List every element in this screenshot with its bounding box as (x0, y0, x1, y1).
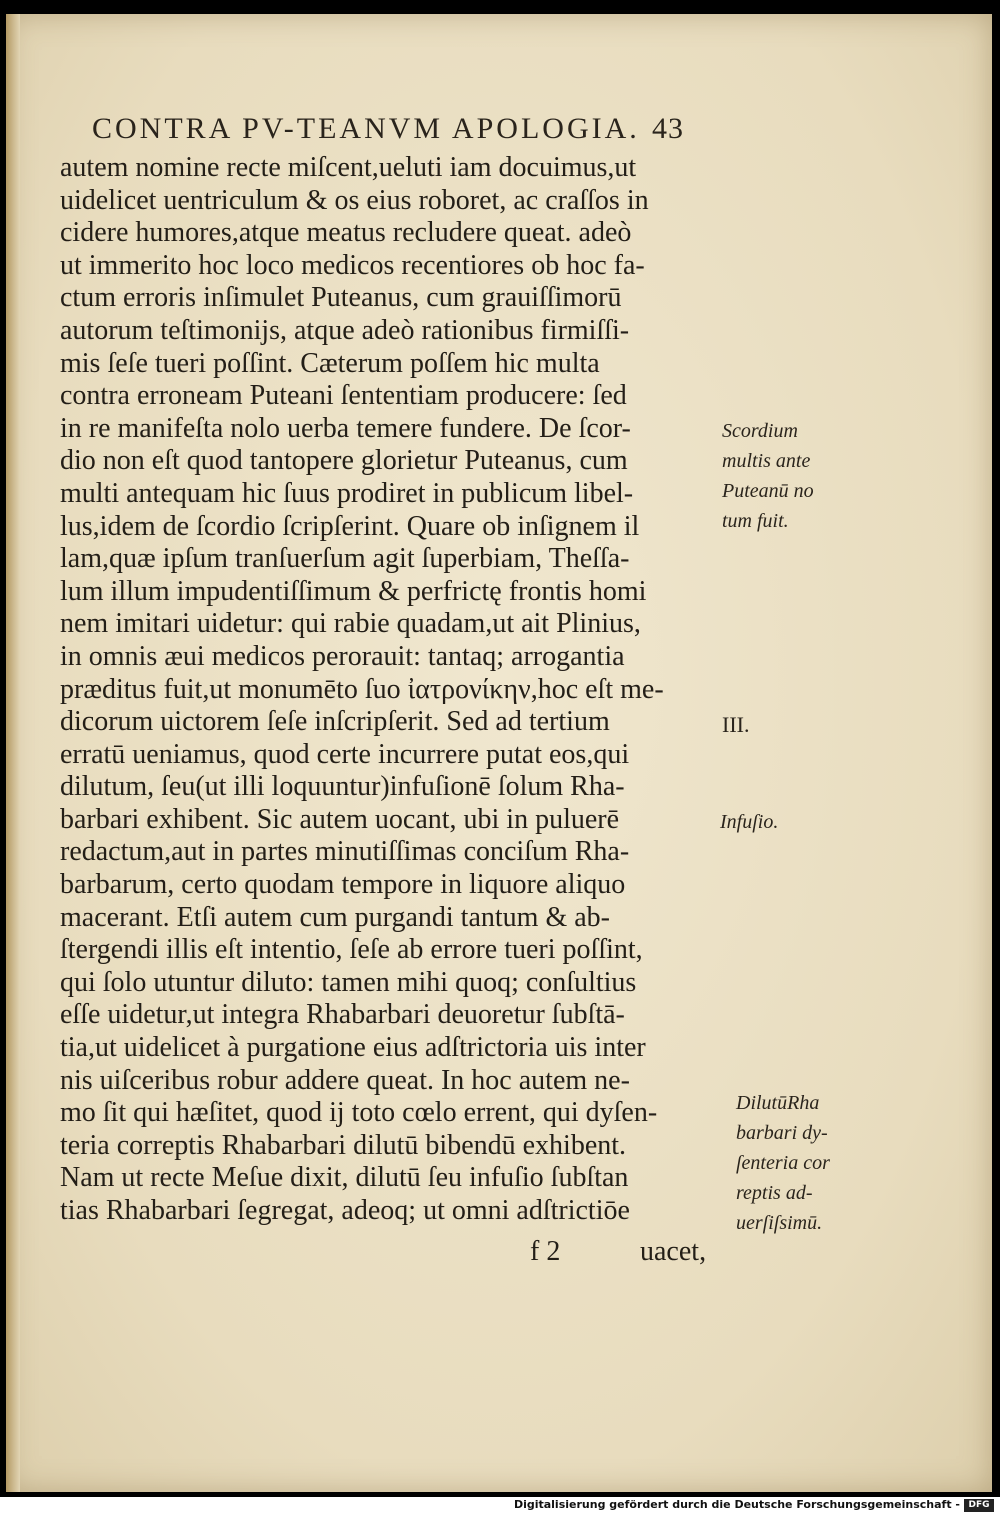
note-line: ſenteria cor (736, 1152, 830, 1174)
text-line: ſtergendi illis eſt intentio, ſeſe ab errore tueri poſſint, (60, 934, 643, 966)
text-line: autorum teſtimonĳs, atque adeò rationibus firmiſſi- (60, 314, 630, 346)
running-title: CONTRA PV-TEANVM APOLOGIA. (92, 112, 640, 145)
text-line: cidere humores,atque meatus recludere queat. adeò (60, 217, 632, 249)
text-line: contra erroneam Puteani ſententiam producere: ſed (60, 380, 627, 412)
marginal-note-dilutum (736, 1088, 830, 1238)
note-line: DilutūRha (736, 1092, 820, 1114)
note-line: Infuſio. (720, 811, 779, 833)
text-line: tias Rhabarbari ſegregat, adeoq; ut omni adſtrictiōe (60, 1195, 630, 1226)
page-number: 43 (652, 112, 684, 145)
funding-credit: Digitalisierung gefördert durch die Deutsche Forschungsgemeinschaft - (513, 1498, 960, 1511)
note-line: uerſiſsimū. (736, 1212, 823, 1234)
text-line: dio non eſt quod tantopere glorietur Puteanus, cum (60, 445, 628, 477)
text-line: nis uiſceribus robur addere queat. In hoc autem ne- (60, 1064, 630, 1096)
note-line: Puteanū no (722, 480, 814, 502)
text-line: eſſe uidetur,ut integra Rhabarbari deuoretur ſubſtā- (60, 999, 625, 1031)
text-line: in omnis æui medicos perorauit: tantaq; arrogantia (60, 640, 625, 672)
text-line: dilutum, ſeu(ut illi loquuntur)infuſionē ſolum Rha- (60, 771, 625, 803)
note-line: III. (722, 712, 750, 737)
note-line: Scordium (722, 420, 798, 442)
text-line: barbarum, certo quodam tempore in liquore aliquo (60, 869, 626, 901)
text-line: nem imitari uidetur: qui rabie quadam,ut ait Plinius, (60, 608, 641, 640)
marginal-note-infusio (720, 807, 778, 837)
text-line: multi antequam hic ſuus prodiret in publicum libel- (60, 477, 634, 509)
text-line: lam,quæ ipſum tranſuerſum agit ſuperbiam, Theſſa- (60, 543, 630, 575)
running-header (92, 112, 712, 146)
text-line: erratū ueniamus, quod certe incurrere putat eos,qui (60, 738, 630, 770)
note-line: reptis ad- (736, 1182, 813, 1204)
text-line: qui ſolo utuntur diluto: tamen mihi quoq; conſultius (60, 966, 637, 998)
text-line: dicorum uictorem ſeſe inſcripſerit. Sed ad tertium (60, 706, 610, 738)
text-line: uidelicet uentriculum & os eius roboret, ac craſſos in (60, 184, 649, 216)
text-line: ut immerito hoc loco medicos recentiores ob hoc fa- (60, 249, 645, 281)
page-gutter-edge (6, 14, 20, 1492)
text-line: redactum,aut in partes minutiſſimas conciſum Rha- (60, 836, 630, 868)
text-line: barbari exhibent. Sic autem uocant, ubi in puluerē (60, 803, 620, 835)
digitization-footer (0, 1497, 1000, 1515)
signature-mark: f 2 (530, 1236, 561, 1267)
text-line: lum illum impudentiſſimum & perfrictę frontis homi (60, 575, 647, 607)
dfg-logo: DFG (964, 1499, 994, 1512)
marginal-note-section-number (722, 710, 749, 740)
text-line: macerant. Etſi autem cum purgandi tantum & ab- (60, 901, 610, 933)
main-text-block (60, 152, 720, 1228)
note-line: tum fuit. (722, 510, 789, 532)
text-line: mis ſeſe tueri poſſint. Cæterum poſſem hic multa (60, 347, 600, 379)
text-line: Nam ut recte Meſue dixit, dilutū ſeu infuſio ſubſtan (60, 1162, 629, 1194)
catchword: uacet, (640, 1236, 707, 1267)
text-line: mo ſit qui hæſitet, quod ĳ toto cœlo errent, qui dyſen- (60, 1097, 658, 1129)
text-line: autem nomine recte miſcent,ueluti iam docuimus,ut (60, 152, 637, 183)
text-line: ctum erroris inſimulet Puteanus, cum grauiſſimorū (60, 282, 622, 314)
text-line: teria correptis Rhabarbari dilutū bibendū exhibent. (60, 1129, 627, 1161)
note-line: multis ante (722, 450, 811, 472)
text-line: lus,idem de ſcordio ſcripſerint. Quare ob inſignem il (60, 510, 640, 542)
text-line: præditus fuit,ut monumēto ſuo ἰατρονίκην,hoc eſt me- (60, 673, 664, 705)
text-line: in re manifeſta nolo uerba temere fundere. De ſcor- (60, 412, 631, 444)
note-line: barbari dy- (736, 1122, 828, 1144)
marginal-note-scordium (722, 416, 814, 536)
text-line: tia,ut uidelicet à purgatione eius adſtrictoria uis inter (60, 1032, 646, 1064)
